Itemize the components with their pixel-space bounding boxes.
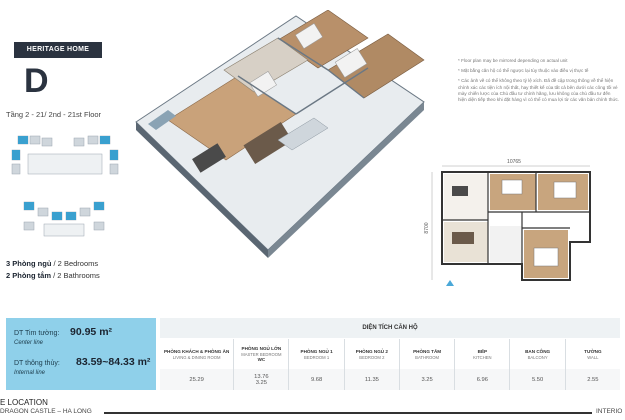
- val-living: 25.29: [189, 376, 204, 383]
- area-table-header-row: [160, 339, 620, 369]
- footer-divider: [104, 412, 592, 414]
- col-kitchen: BẾP KITCHEN: [454, 339, 509, 369]
- area-table-value-row: [160, 369, 620, 390]
- val-kitchen: 6.96: [454, 369, 509, 390]
- note-2: * Mặt bằng căn hộ có thể ngược lại tùy thuộc vào điều vị thực tế: [458, 68, 589, 74]
- area-summary-box: [6, 318, 156, 390]
- plan-height-dimension: 8700: [424, 222, 430, 234]
- floor-info: Tầng 2 - 21/ 2nd - 21st Floor: [6, 110, 102, 119]
- isometric-floor-plan: [128, 10, 428, 260]
- val-master: 13.76 3.25: [233, 369, 288, 390]
- col-bathroom: PHÒNG TẮM BATHROOM: [399, 339, 454, 369]
- col-bedroom2: PHÒNG NGỦ 2 BEDROOM 2: [344, 339, 399, 369]
- col-master: PHÒNG NGỦ LỚN MASTER BEDROOM WC: [233, 339, 288, 369]
- floor-plan-2d: [418, 156, 618, 304]
- bedrooms-en: / 2 Bedrooms: [53, 259, 99, 268]
- area-table-title: DIỆN TÍCH CĂN HỘ: [160, 318, 620, 338]
- footer-right-label: INTERIO: [596, 408, 623, 415]
- rooms-summary: [6, 258, 100, 282]
- note-1: * Floor plan may be mirrored depending on actual unit: [458, 58, 568, 63]
- building-key-map: [4, 130, 124, 246]
- val-wc: 3.25: [255, 379, 267, 386]
- internal-line-sub: Internal line: [14, 370, 46, 376]
- wc-label: WC: [257, 357, 266, 362]
- bathrooms-count: 2 Phòng tắm: [6, 271, 52, 280]
- disclaimer-notes: [458, 58, 620, 107]
- val-bedroom1: 9.68: [288, 369, 343, 390]
- center-line-value: 90.95 m²: [70, 326, 113, 338]
- bedrooms-count: 3 Phòng ngủ: [6, 259, 52, 268]
- footer-project: DRAGON CASTLE – HA LONG: [0, 408, 92, 415]
- center-line-label: DT Tim tường:: [14, 330, 60, 337]
- bathrooms-en: / 2 Bathrooms: [53, 271, 100, 280]
- col-living: PHÒNG KHÁCH & PHÒNG ĂN LIVING & DINING ROOM: [163, 348, 230, 360]
- val-balcony: 5.50: [509, 369, 564, 390]
- val-bathroom: 3.25: [399, 369, 454, 390]
- note-3: * Các ảnh vẽ có thể không theo tỷ lệ xích. Đã đề cập trong thông về thể hiện chính xác các tiện ích nội thất, hay thiết kế của tất cả bên dưới các công tối vé mày chiến lược của Chủ đầu tư chính hãng, lưu không của chủ đầu tư đến hiện diện tiếp theo khi đặt hàng vì có thể có mua lợi từ các văn bản chính thức.: [458, 78, 620, 103]
- footer-location: E LOCATION: [0, 398, 48, 407]
- val-bedroom2: 11.35: [344, 369, 399, 390]
- unit-type-letter: D: [24, 62, 49, 100]
- product-line-badge: HERITAGE HOME: [14, 42, 102, 58]
- col-bedroom1: PHÒNG NGỦ 1 BEDROOM 1: [288, 339, 343, 369]
- internal-line-label: DT thông thủy:: [14, 360, 60, 367]
- internal-line-value: 83.59~84.33 m²: [76, 356, 151, 368]
- val-wall: 2.55: [565, 369, 620, 390]
- plan-width-dimension: 10765: [507, 159, 521, 165]
- center-line-sub: Center line: [14, 340, 44, 346]
- col-balcony: BAN CÔNG BALCONY: [509, 339, 564, 369]
- col-wall: TƯỜNG WALL: [565, 339, 620, 369]
